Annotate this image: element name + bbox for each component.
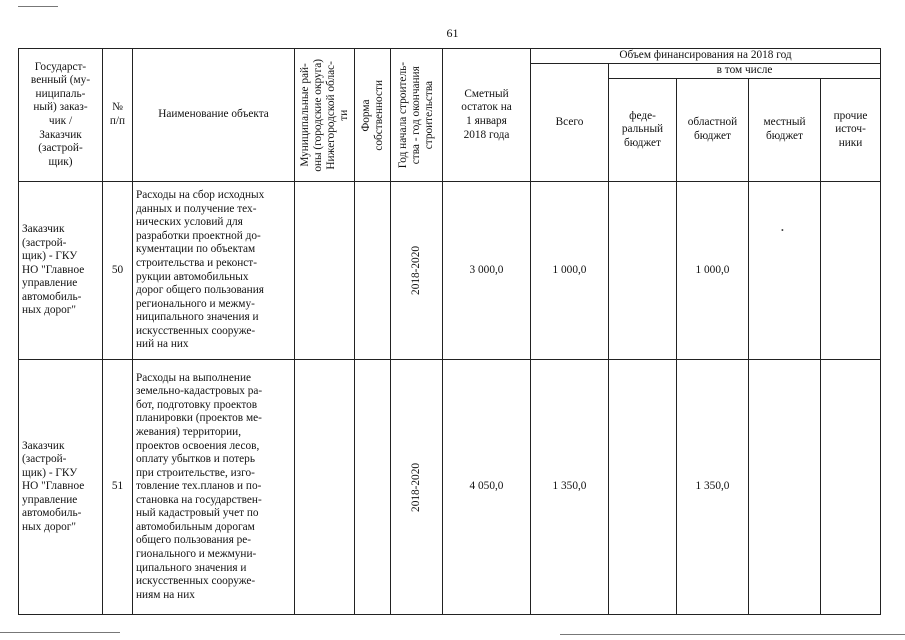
cell-years: 2018-2020 [391, 360, 443, 615]
header-municipal: Муниципальные рай- оны (городские округа) Нижегородской облас- ти [295, 49, 355, 182]
scan-artifact-bottom-right [560, 634, 905, 635]
cell-total: 1 350,0 [531, 360, 609, 615]
header-ownership: Форма собственности [355, 49, 391, 182]
header-total: Всего [531, 64, 609, 182]
header-local: местный бюджет [749, 79, 821, 182]
scan-artifact-top [18, 6, 58, 7]
header-including: в том числе [609, 64, 881, 79]
header-financing: Объем финансирования на 2018 год [531, 49, 881, 64]
cell-municipal [295, 360, 355, 615]
cell-customer: Заказчик (застрой- щик) - ГКУ НО "Главное управление автомобиль- ных дорог" [19, 182, 103, 360]
header-years: Год начала строитель- ства - год окончания строительства [391, 49, 443, 182]
header-object-name: Наименование объекта [133, 49, 295, 182]
cell-customer: Заказчик (застрой- щик) - ГКУ НО "Главное управление автомобиль- ных дорог" [19, 360, 103, 615]
cell-regional: 1 000,0 [677, 182, 749, 360]
cell-remaining: 3 000,0 [443, 182, 531, 360]
header-remaining: Сметный остаток на 1 января 2018 года [443, 49, 531, 182]
page-number: 61 [446, 26, 459, 40]
cell-object-name: Расходы на сбор исходных данных и получение тех- нических условий для разработки проектной до- кументации по объектам строительства и реконст- рукции автомобильных дорог общего пользования регионального и межму- ниципального значения и искусственных сооруже- ний на них [133, 182, 295, 360]
scan-speck: • [781, 226, 784, 235]
table-row [19, 360, 881, 615]
cell-local [749, 182, 821, 360]
cell-remaining: 4 050,0 [443, 360, 531, 615]
scan-artifact-bottom-left [0, 632, 120, 633]
cell-municipal [295, 182, 355, 360]
header-federal: феде- ральный бюджет [609, 79, 677, 182]
cell-total: 1 000,0 [531, 182, 609, 360]
table-row [19, 182, 881, 360]
financing-table [18, 48, 881, 615]
header-other: прочие источ- ники [821, 79, 881, 182]
cell-other [821, 182, 881, 360]
cell-ownership [355, 182, 391, 360]
cell-regional: 1 350,0 [677, 360, 749, 615]
cell-other [821, 360, 881, 615]
cell-object-name: Расходы на выполнение земельно-кадастровых ра- бот, подготовку проектов планировки (проектов ме- жевания) территории, проектов освоения лесов, оплату убытков и потерь при строительстве, изго- товление тех.планов и по- становка на государствен- ный кадастровый учет по автомобильным дорогам общего пользования ре- гионального и межмуни- ципального значения и искусственных сооруже- ниям на них [133, 360, 295, 615]
header-regional: областной бюджет [677, 79, 749, 182]
cell-number: 50 [103, 182, 133, 360]
cell-local [749, 360, 821, 615]
cell-number: 51 [103, 360, 133, 615]
header-customer: Государст- венный (му- ниципаль- ный) заказ- чик / Заказчик (застрой- щик) [19, 49, 103, 182]
cell-ownership [355, 360, 391, 615]
cell-federal [609, 360, 677, 615]
header-number: № п/п [103, 49, 133, 182]
cell-years: 2018-2020 [391, 182, 443, 360]
cell-federal [609, 182, 677, 360]
